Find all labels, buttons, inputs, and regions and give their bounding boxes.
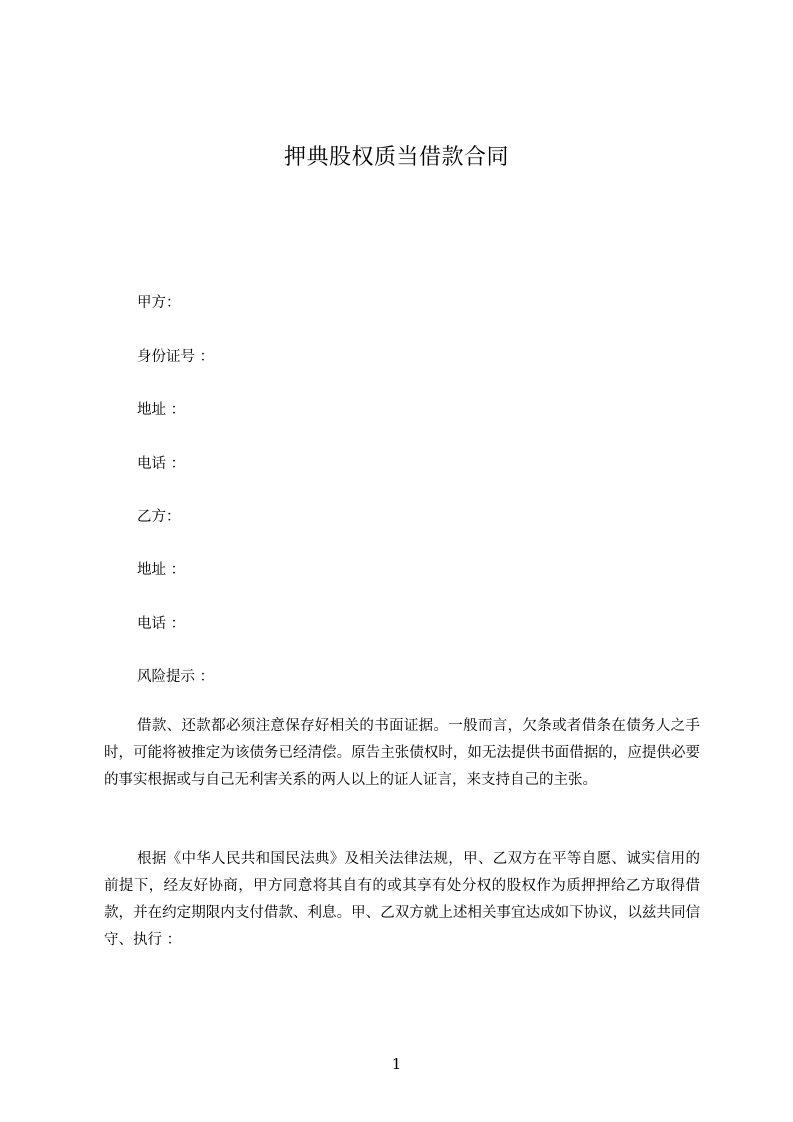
party-b-address-label: 地址 ： <box>137 562 186 578</box>
risk-notice-paragraph: 借款、还款都必须注意保存好相关的书面证据。一般而言，欠条或者借条在债务人之手时，可能将被推定为该债务已经清偿。原告主张债权时，如无法提供书面借据的，应提供必要的事实根据或与自己无利害关系的两人以上的证人证言，来支持自己的主张。 <box>104 718 700 788</box>
document-title: 押典股权质当借款合同 <box>283 145 509 170</box>
id-number-label: 身份证号 ： <box>137 349 215 365</box>
contract-intro-paragraph: 根据《中华人民共和国民法典》及相关法律法规，甲、乙双方在平等自愿、诚实信用的前提下，经友好协商，甲方同意将其自有的或其享有处分权的股权作为质押押给乙方取得借款，并在约定期限内支付借款、利息。甲、乙双方就上述相关事宜达成如下协议，以兹共同信守、执行 ： <box>104 851 700 948</box>
page-number: 1 <box>391 1055 402 1073</box>
party-b-label: 乙方： <box>137 509 181 525</box>
party-a-address-label: 地址 ： <box>137 402 186 418</box>
risk-notice-label: 风险提示 ： <box>137 669 215 685</box>
party-b-phone-label: 电话 ： <box>137 616 186 632</box>
party-a-phone-label: 电话 ： <box>137 456 186 472</box>
party-a-label: 甲方： <box>137 295 181 311</box>
